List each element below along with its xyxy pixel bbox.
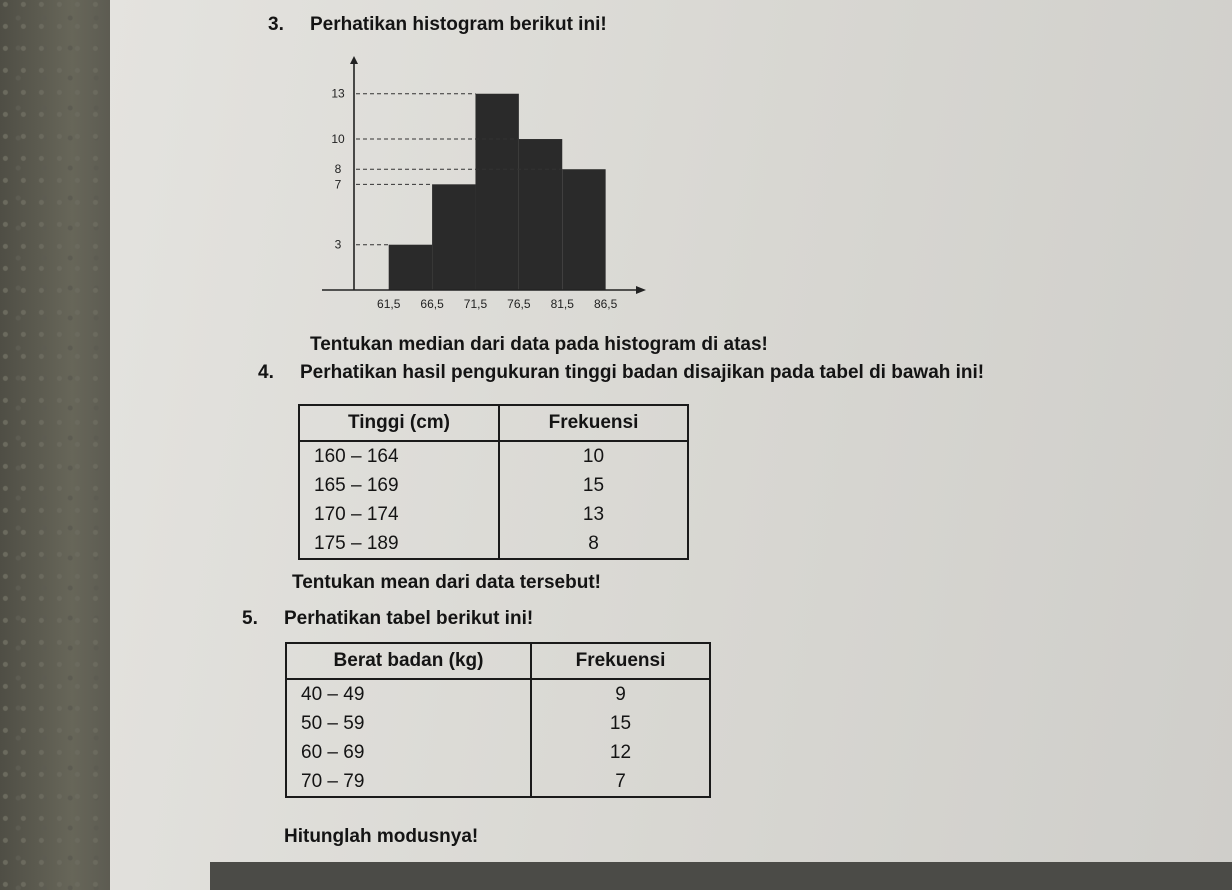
histogram-bar: [389, 245, 432, 290]
height-range-cell: 165 – 169: [299, 471, 499, 500]
histogram-bar: [475, 94, 518, 290]
y-tick-label: 3: [334, 237, 342, 252]
question-4-prompt: [258, 362, 984, 384]
table-row: [286, 679, 710, 709]
x-tick-label: 61,5: [377, 297, 401, 311]
histogram-bar: [432, 184, 475, 290]
paper-bottom-edge: [210, 862, 1232, 890]
table-row: [299, 471, 688, 500]
question-5-prompt: [242, 608, 533, 630]
column-header-frequency: Frekuensi: [531, 643, 710, 679]
weight-range-cell: 60 – 69: [286, 738, 531, 767]
frequency-cell: 12: [531, 738, 710, 767]
weight-frequency-table: [285, 642, 711, 798]
question-4-instruction: Tentukan mean dari data tersebut!: [292, 572, 601, 593]
table-row: [299, 500, 688, 529]
question-3-instruction: Tentukan median dari data pada histogram di atas!: [310, 334, 768, 355]
x-tick-label: 76,5: [507, 297, 531, 311]
y-tick-label: 10: [331, 132, 345, 147]
question-3-prompt: [268, 14, 607, 36]
frequency-cell: 8: [499, 529, 688, 559]
y-tick-label: 8: [334, 162, 342, 177]
frequency-cell: 15: [499, 471, 688, 500]
frequency-cell: 10: [499, 441, 688, 471]
table-header-row: [286, 643, 710, 679]
frequency-cell: 13: [499, 500, 688, 529]
table-header-row: [299, 405, 688, 441]
x-tick-label: 86,5: [593, 297, 618, 311]
height-range-cell: 170 – 174: [299, 500, 499, 529]
x-tick-label: 81,5: [550, 297, 574, 311]
table-row: [286, 709, 710, 738]
y-axis-arrow-icon: [350, 56, 358, 64]
x-tick-label: 71,5: [463, 297, 488, 311]
y-tick-label: 13: [331, 86, 345, 101]
question-3-number: 3.: [268, 14, 284, 35]
question-5-instruction: Hitunglah modusnya!: [284, 826, 479, 847]
histogram-bar: [519, 139, 562, 290]
column-header-frequency: Frekuensi: [499, 405, 688, 441]
question-3-text: Perhatikan histogram berikut ini!: [310, 14, 607, 35]
column-header-weight: Berat badan (kg): [286, 643, 531, 679]
frequency-cell: 15: [531, 709, 710, 738]
histogram-bar: [562, 169, 605, 290]
table-row: [286, 738, 710, 767]
table-row: [299, 529, 688, 559]
question-4-number: 4.: [258, 362, 274, 383]
x-tick-label: 66,5: [420, 297, 444, 311]
frequency-cell: 9: [531, 679, 710, 709]
table-row: [299, 441, 688, 471]
question-5-number: 5.: [242, 608, 258, 629]
desk-background: [0, 0, 120, 890]
question-5-text: Perhatikan tabel berikut ini!: [284, 608, 534, 629]
height-range-cell: 160 – 164: [299, 441, 499, 471]
height-range-cell: 175 – 189: [299, 529, 499, 559]
weight-range-cell: 40 – 49: [286, 679, 531, 709]
histogram-chart: [318, 50, 648, 325]
weight-range-cell: 70 – 79: [286, 767, 531, 797]
y-tick-label: 7: [334, 177, 342, 192]
weight-range-cell: 50 – 59: [286, 709, 531, 738]
frequency-cell: 7: [531, 767, 710, 797]
table-row: [286, 767, 710, 797]
x-axis-arrow-icon: [636, 286, 646, 294]
height-frequency-table: [298, 404, 689, 560]
question-4-text: Perhatikan hasil pengukuran tinggi badan disajikan pada tabel di bawah ini!: [300, 362, 985, 383]
column-header-height: Tinggi (cm): [299, 405, 499, 441]
